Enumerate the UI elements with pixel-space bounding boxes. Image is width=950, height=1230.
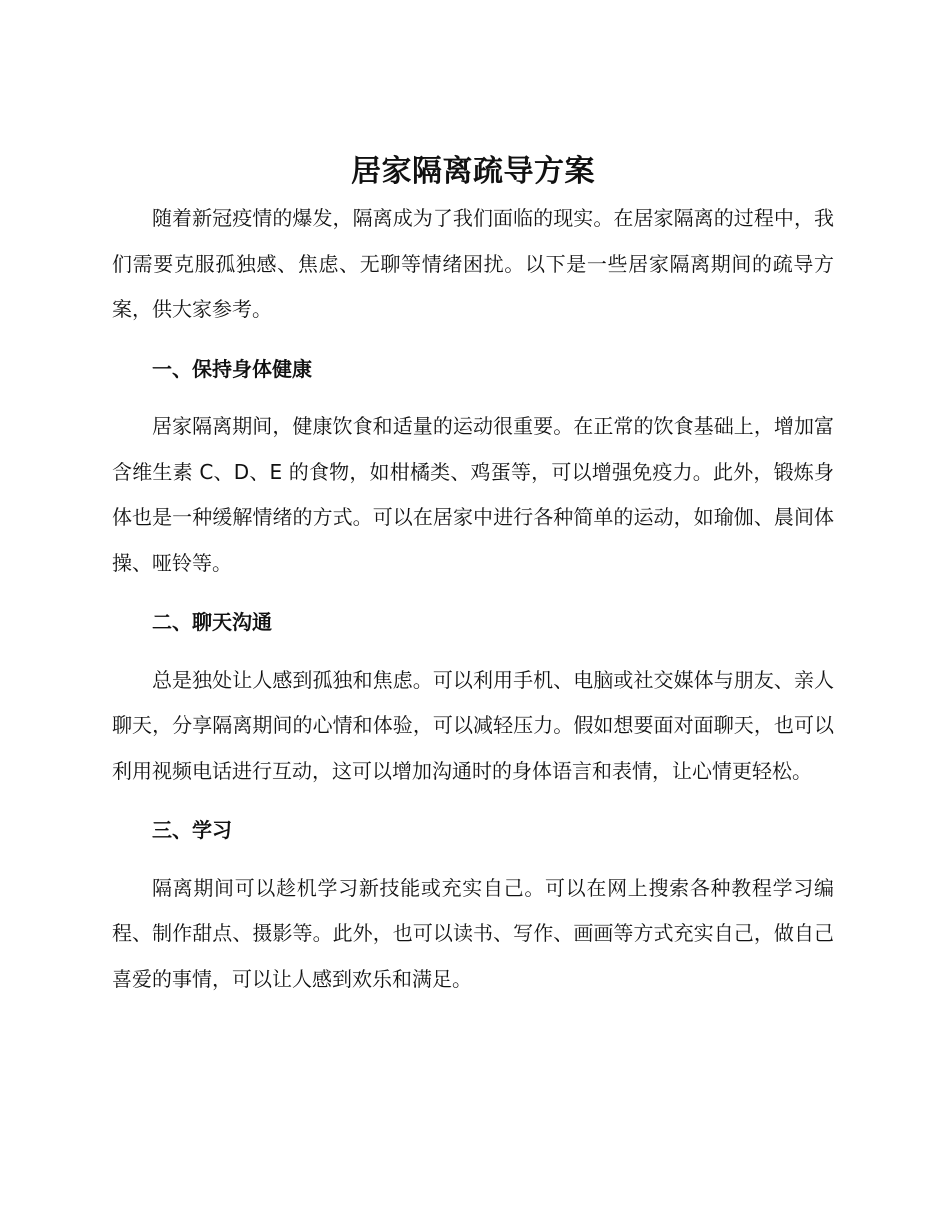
intro-paragraph: 随着新冠疫情的爆发，隔离成为了我们面临的现实。在居家隔离的过程中，我们需要克服孤独感、焦虑、无聊等情绪困扰。以下是一些居家隔离期间的疏导方案，供大家参考。: [112, 206, 834, 321]
section-health: [112, 347, 834, 587]
section-heading: 三、学习: [152, 818, 232, 842]
section-heading: 二、聊天沟通: [152, 610, 272, 634]
section-communication: [112, 600, 834, 794]
document-title: 居家隔离疏导方案: [351, 154, 595, 189]
section-body: 居家隔离期间，健康饮食和适量的运动很重要。在正常的饮食基础上，增加富含维生素 C、D、E 的食物，如柑橘类、鸡蛋等，可以增强免疫力。此外，锻炼身体也是一种缓解情绪的方式。可以在居家中进行各种简单的运动，如瑜伽、晨间体操、哑铃等。: [112, 414, 834, 575]
section-heading: 一、保持身体健康: [152, 356, 312, 381]
section-body: 隔离期间可以趁机学习新技能或充实自己。可以在网上搜索各种教程学习编程、制作甜点、摄影等。此外，也可以读书、写作、画画等方式充实自己，做自己喜爱的事情，可以让人感到欢乐和满足。: [112, 875, 834, 991]
section-learning: [112, 808, 834, 1002]
document-page: [112, 150, 834, 1002]
section-body: 总是独处让人感到孤独和焦虑。可以利用手机、电脑或社交媒体与朋友、亲人聊天，分享隔离期间的心情和体验，可以减轻压力。假如想要面对面聊天，也可以利用视频电话进行互动，这可以增加沟通时的身体语言和表情，让心情更轻松。: [112, 667, 834, 783]
